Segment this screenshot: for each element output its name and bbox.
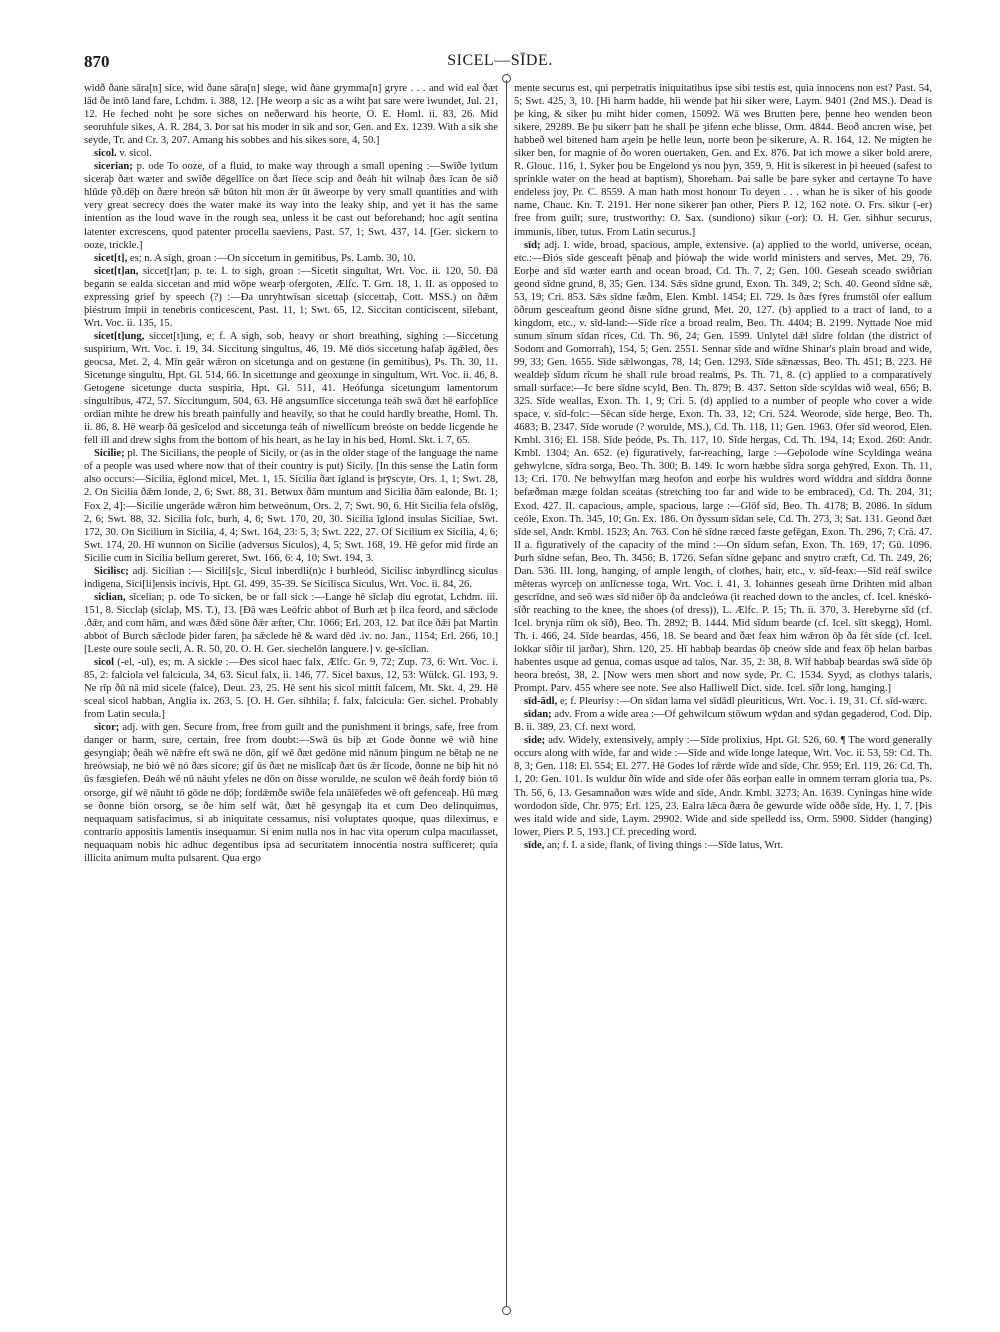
entry-text: (-el, -ul), es; m. A sickle :—Ðes sicol haec falx, Ælfc. Gr. 9, 72; Zup. 73, 6: Wrt. Voc. i. 85, 2: falciola vel falcicula, 34, 63. Sicul falx, ii. 146, 77. Sicel baxus, 12, 53: Wülck. Gl. 193, 9. Ne rīp ðū nā mid sicele (falce), Deut. 23, 25. Hē sent his sicol mittit falcem, Mt. Skt. 4, 29. Hē sceal sicol habban, Anglia ix. 263, 5. [O. H. Ger. sihhila; f. falx, falcicula: Ger. sichel. Probably from Latin secula.] xyxy=(84,657,498,721)
dictionary-entry xyxy=(514,82,932,239)
dictionary-entry xyxy=(514,695,932,708)
entry-headword: siclian, xyxy=(94,591,126,603)
entry-text: e; f. Pleurisy :—On sīdan lama vel sīdādl pleuriticus, Wrt. Voc. i. 19, 31. Cf. sīd-wærc. xyxy=(559,696,928,708)
dictionary-entry xyxy=(84,656,498,721)
dictionary-entry xyxy=(84,721,498,865)
entry-headword: sicet[t], xyxy=(94,252,128,264)
entry-text: p. ode To ooze, of a fluid, to make way through a small opening :—Swīðe lytlum siceraþ ðæt wæter and swīðe dēgellīce on ðæt līece scip and ðeáh hit wilnaþ ðæs īcan ðe sið hlūde ȳð.dēþ on ðære hreón sǣ būton hit mon ǣr ūt āweorpe by very small quantities and with very great secrecy does the water make its way into the leaky ship, and yet it has the same intention as the loud wave in the rough sea, unless it be cast out beforehand; hoc agit sentina latenter excrescens, quod patenter procella saeviens, Past. 57, 1; Swt. 437, 14. [Ger. sickern to ooze, trickle.] xyxy=(84,161,498,251)
page-header xyxy=(84,52,916,76)
entry-headword: Sicilie; xyxy=(94,448,125,460)
dictionary-entry xyxy=(84,252,498,265)
entry-text: adj. with gen. Secure from, free from guilt and the punishment it brings, safe, free from danger or harm, sure, certain, free from doubt:—Swā ūs biþ æt Gode ðonne wē wið hine gesyngiaþ; ðeáh wē nǣfre eft swā ne dōn, gif wē ðæt gedōne mid nānum þingum ne bētaþ ne ne hreówsiaþ, ne bió wē nó ðæs sicore; gif ūs ðæt ne mislīcaþ ðæt ūs ǣr līcode, ðonne ne biþ hit nó ūs fæsgiefen. Ðeáh wē nū nāuht yfeles ne dōn on ðisse worulde, ne sculon wē ðeáh fordȳ bión tō orsorge, gif wē nāuht tō gōde ne dōþ; fordǣmðe swīðe fela unālēfedes wē oft gefenceaþ. Hū mæg se ðonne bión orsorg, se ðe him self wāt, ðæt hē gesyngaþ ita et cum Deo delinquimus, nequaquam satisfacimus, si ab iniquitate cessamus, nisi voluptates quoque, quas dileximus, e contrario appositis lamentis insequamur. Si enim nulla nos in hac vita operum culpa maculasset, nequaquam nobis hic adhuc degentibus ipsa ad securitatem innocentia nostra sufficeret; quia illicita animum multa pulsarent. Qua ergo xyxy=(84,722,498,864)
entry-headword: sicor; xyxy=(94,722,120,734)
entry-headword: sicerian; xyxy=(94,161,133,173)
dictionary-entry xyxy=(514,708,932,734)
entry-headword: sicol. xyxy=(94,148,117,160)
page-number: 870 xyxy=(84,52,110,71)
entry-text: adj. Sicilian :— Sicili[s]c, Sicul inberdli(n)c ł burhleód, Sicilisc inbyrdlincg siculus indigena, Sici[li]ensis incivis, Hpt. Gl. 499, 35-39. Se Sicilisca Siculus, Wrt. Voc. ii. 84, 26. xyxy=(84,565,498,590)
entry-headword: sīd-ādl, xyxy=(524,696,558,708)
dictionary-entry xyxy=(84,265,498,330)
dictionary-entry xyxy=(84,591,498,656)
right-column xyxy=(514,82,932,1314)
dictionary-entry xyxy=(84,82,498,147)
dictionary-entry xyxy=(84,330,498,447)
dictionary-entry xyxy=(514,734,932,838)
dictionary-entry xyxy=(514,239,932,696)
entry-text: siccet[t]an; p. te. I. to sigh, groan :—Sicetit singultat, Wrt. Voc. ii. 120, 50. Ðā begann se ealda siccetan and mid wōpe wearþ ofergoten, Ælfc. T. Grn. 18, 1. II. as opposed to expressing grief by speech (?) :—Ða unryhtwīsan sicettaþ (siccettaþ, Cott. MSS.) on ðǣm þiéstrum impii in tenebris conticescent, Past. 11, 1; Swt. 65, 12. Siccitan conticiscent, silebant, Wrt. Voc. ii. 135, 15. xyxy=(84,265,498,329)
entry-text: adv. Widely, extensively, amply :—Sīde prolixius, Hpt. Gl. 526, 60. ¶ The word generally occurs along with wīde, far and wide :—Sīde and wīde longe lateque, Wrt. Voc. ii. 53, 59: Cd. Th. 8, 3; Gen. 118: El. 554; El. 277. Hē Godes lof rǣrde wīde and sīde, Chr. 959; Erl. 119, 26: Cd. Th. 1, 20: Gen. 101. Is wuldur ðīn wīde and sīde ofer ðās eorþan ealle in omnem terram gloria tua, Ps. Th. 56, 6, 13. Gesamnaðon wæs wīde and sīde, Andr. Kmbl. 3273; An. 1639. Cyningas hine wīde wordodon sīde, Chr. 975; Erl. 125, 23. Ealra lǣca ðæra ðe gewurde wīde oððe sīde, Hy. 1, 7. [Þis wes itald wide and side, Laym. 29902. Wide and side spelledd iss, Orm. 5900. Sidder (hanging) lower, Piers P. 5, 193.] Cf. preceding word. xyxy=(514,735,932,838)
dictionary-entry xyxy=(84,147,498,160)
entry-text: an; f. I. a side, flank, of living things :—Sīde latus, Wrt. xyxy=(546,839,784,851)
entry-headword: sīd; xyxy=(524,239,541,251)
dictionary-entry xyxy=(84,160,498,251)
entry-headword: sīde; xyxy=(524,735,546,747)
entry-text: v. sicol. xyxy=(119,148,152,160)
entry-headword: sīde, xyxy=(524,839,545,851)
entry-headword: Sicilisc; xyxy=(94,565,129,577)
entry-text: siccet[t]ung, e; f. A sigh, sob, heavy or short breathing, sighing :—Siccetung suspirium, Wrt. Voc. i. 19, 34. Siccitung singultus, 46, 19. Mē diós siccetung hafaþ āgǣled, ðes geocsa, Met. 2, 4. Mīn geār wǣron on sicetunga and on gestæne (in gemitibus), Ps. Th. 30, 11. Sicetunge singultu, Hpt. Gl. 514, 66. In sicettunge and geoxunge in singultum, Wrt. Voc. ii. 46, 8. Getogene sicetunge ducta suspiria, Hpt. Gl. 511, 41. Heófunga sicetungum lamentorum singultibus, 472, 57. Siccitungum, 504, 63. Hē angsumlīce siccetunga teáh swā ðæt hē earfoþlīce ordian mihte he drew his breath painfully and heavily, so that he could hardly breathe, Homl. Th. ii. 86, 8. Hē wearþ ðā gesīcelod and siccetunga teáh of niwellīcum breóste on bedde licgende he fell ill and drew sighs from the bottom of his heart, as he lay in his bed, Homl. Skt. i. 7, 65. xyxy=(84,330,498,447)
dictionary-entry xyxy=(84,447,498,564)
column-divider xyxy=(506,80,507,1312)
entry-headword: sicet[t]an, xyxy=(94,265,139,277)
entry-text: adv. From a wide area :—Of gehwilcum stōwum wȳdan and sȳdan gegaderod, Cod. Dip. B. ii. 389, 23. Cf. next word. xyxy=(514,709,932,734)
dictionary-entry xyxy=(514,839,932,852)
entry-text: pl. The Sicilians, the people of Sicily, or (as in the older stage of the language the name of a people was used where now that of their country is put) Sicily. [In this sense the Latin form also occurs:—Sicilia, ēglond micel, Met. 1, 15. Sicilia ðæt īgland is þrȳscyte, Ors. 1, 1; Swt. 28, 2. On Sicilia ðǣm londe, 2, 6; Swt. 88, 31. Betwux ðām muntum and Sicilia ðām ealonde, Bt. 1; Fox 2, 4]:—Sicilie ungerāde wǣron him betweónum, Ors. 2, 7; Swt. 90, 6. Hit Sicilia fela ofslōg, 2, 6; Swt. 88, 32. Sicilia folc, burh, 4, 6; Swt. 170, 20, 30. Sicilia īglond insulas Siciliae, Swt. 172, 30. On Sicilium in Sicilia, 4, 4; Swt. 164, 23: 5, 3; Swt. 222, 27. Of Sicilium ex Sicilia, 4, 6; Swt. 174, 20. Hī wunnon on Sicilie (adversus Siculos), 4, 5; Swt. 168, 19. Hē gefor mid firde an Sicilie cum in Sicilia bellum gereret, Swt. 166, 6: 4, 10; Swt. 194, 3. xyxy=(84,448,498,564)
entry-text: mente securus est, qui perpetratis iniquitatibus ipse sibi testis est, quia innocens non est? Past. 54, 5; Swt. 425, 3, 10. [Hi harm hadde, hii wende þat hii siker were, Laym. 9401 (2nd MS.). Dead is þe king, & siker þu miht hider comen, 15092. Wā wes Brutten þere, þenne heo wenden beon sikere, 29289. Be þu sikerr þatt he shall þe ȝifenn eche blisse, Orm. 4844. Beoð ancren wise, þet habbeð wel bitened ham aȝein þe helle leun, uorte beon þe sikerure, A. R. 164, 12. Ne migten he siker ben, for magnie of ðo woren ouertaken, Gen. and Ex. 876. Þat ich mowe a siker bold arere, R. Glouc. 116, 1. Syker þou be Engelond ys nou þyn, 359, 9. Hit is sikerest in þi heeued (safest to sprinkle water on the head at baptism), Shoreham. Þai salle be þare syker and certayne To have endeless joy, Pr. C. 8559. A man hath most honour To deyen . . . whan he is siker of his goode name, Chauc. Kn. T. 2191. Her none sikerer þan other, Piers P. 12, 162 note. O. Frs. sikur (-er) free from guilt; sure, trustworthy: O. Sax. (sundiono) sikur (-or): O. H. Ger. sihhur securus, immunis, liber, tutus. From Latin securus.] xyxy=(514,83,932,238)
entry-text: es; n. A sigh, groan :—On siccetum in gemitibus, Ps. Lamb. 30, 10. xyxy=(129,252,416,264)
running-head: SICEL—SĪDE. xyxy=(447,52,553,69)
entry-text: sīcelian; p. ode To sicken, be or fall sick :—Lange hē sīclaþ diu egrotat, Lchdm. iii. 151, 8. Sicclaþ (sīclaþ, MS. T.), 13. [Ðā wæs Leófric abbot of Burh æt þ ilca feord, and sǣclode .ðǣr, and com hām, and wæs ðǣd sōne ðǣr æfter, Chr. 1066; Erl. 203, 12. Þat ilce ðǣi þat Martin abbot of Burch sǣclode þider faren, þa sǣclede hē & ward dēd .iv. no. Jan., 1154; Erl. 266, 10.] [Leste oure soule secli, A. R. 50, 20. O. H. Ger. siechelōn languere.] v. ge-sīclian. xyxy=(84,591,498,656)
entry-text: widð ðane sāra[n] sice, wid ðane sāra[n] slege, wid ðane grymma[n] gryre . . . and wid eal ðæt lād ðe intō land fare, Lchdm. i. 388, 12. [He weorp a sic as a wiht þat sare were iwundet, Jul. 21, 12. He feched noht þe sore siches on neðerward his heorte, O. E. Homl. ii. 83, 26. Mid seoruhfule sikes, A. R. 284, 3. Þor sat his moder in sik and sor, Gen. and Ex. 1239. With a sik she seyde, Tr. and Cr. 3, 207. Amang his sobbes and his sikes sore, 4, 50.] xyxy=(84,83,498,147)
entry-headword: sicol xyxy=(94,657,115,669)
entry-headword: sicet[t]ung, xyxy=(94,330,145,342)
left-column xyxy=(84,82,498,1314)
entry-headword: sīdan; xyxy=(524,709,552,721)
divider-bottom-ornament xyxy=(502,1306,511,1315)
dictionary-entry xyxy=(84,565,498,591)
entry-text: adj. I. wide, broad, spacious, ample, extensive. (a) applied to the world, universe, ocean, etc.:—Ðiós sīde gesceaft þēnaþ and þiówaþ the wide world ministers and serves, Met. 29, 76. Eorþe and sīd wæter earth and ocean broad, Cd. Th. 7, 2; Gen. 100. Geseah sceado swiðrian geond sīdne grund, 8, 35; Gen. 134. Sǣs sīdne grund, Exon. Th. 349, 2; Sch. 40. Geond sīdne sǣ, 53, 19; Cri. 853. Sǣs sīdne fæðm, Elen. Kmbl. 1454; El. 729. Is ðæs fȳres frumstōl ofer eallum ōðrum gesceaftum geond ðisne sīdne grund, Met. 20, 127. (b) applied to a tract of land, to a kingdom, etc., v. sīd-land:—Sīde rīce a broad realm, Beo. Th. 4404; B. 2199. Nyttade Noe mid sunum sīnum sīdan rīces, Cd. Th. 96, 24; Gen. 1599. Unlytel dǣl sīdre foldan (the district of Sodom and Gomorrah), 154, 5; Gen. 2551. Sennar sīde and wīdne Shinar's plain broad and wide, 99, 33; Gen. 1655. Sīde sǣlwongas, 78, 14; Gen. 1293. Sīde sǣnæssas, Beo. Th. 451; B. 223. Hē wealdeþ sīdum rīcum he shall rule broad realms, Ps. Th. 71, 8. (c) applied to a comparatively small surface:—Ic bere sīdne scyld, Beo. Th. 879; B. 437. Setton sīde scyldas wið weal, 656; B. 325. Sīde weallas, Exon. Th. 1, 9; Cri. 5. (d) applied to a number of people who cover a wide space, v. sīd-folc:—Sēcan sīde herge, Exon. Th. 33, 12; Cri. 524. Weorode, sīde herge, Beo. Th. 4683; B. 2347. Sīde worude (? worulde, MS.), Cd. Th. 118, 11; Gen. 1963. Ofer sīd weorod, Elen. Kmbl. 316; El. 158. Sīde þeóde, Ps. Th. 117, 10. Sīde hergas, Cd. Th. 194, 14; Exod. 260: Andr. Kmbl. 1304; An. 652. (e) figuratively, far-reaching, large :—Geþolode wine Scyldinga weána gehwylcne, sīdra sorga, Beo. Th. 300; B. 149. Ic worn hæbbe sīdra sorga gehȳred, Exon. Th. 11, 13; Cri. 170. Ne behwylfan mæg heofon and eorþe his wuldres word wīddra and sīddra ðonne befæðman mæge foldan sceátas (stretching too far and wide to be embraced), Cd. Th. 204, 31; Exod. 427. II. capacious, ample, spacious, large :—Glōf sīd, Beo. Th. 4178; B. 2086. In sīdum ceóle, Exon. Th. 345, 10; Gn. Ex. 186. On ðyssum sīdan sele, Cd. Th. 273, 3; Sat. 131. Geond ðæt sīde sel, Andr. Kmbl. 1523; An. 763. Con hē sīdne ræced fæste gefēgan, Exon. Th. 296, 7; Crä. 47. II a. figuratively of the capacity of the mind :—On sīdum sefan, Exon. Th. 169, 17; Gū. 1096. Þurh sīdne sefan, Beo. Th. 3456; B. 1726. Sefan sīdne geþanc and snytro cræft, Cd. Th. 249, 26; Dan. 536. III. long, hanging, of ample length, of clothes, hair, etc., v. sīd-feax:—Sīd reáf swilce mēteras wyrceþ on anlīcnesse toga, Wrt. Voc. i. 41, 3. Iohannes geseah ūrne Drihten mid alban gescrīdne, and seō wæs sīd niðer ōþ ða andcleówa (it reached down to the ancles, cf. Icel. knéskó-sīðr reaching to the knee, the shoes (of dress)), L. Ælfc. P. 15; Th. ii. 370, 3. Herebyrne sīd (cf. Icel. brynja rūm ok sīð), Beo. Th. 2892; B. 1444. Mid sīdum bearde (cf. Icel. sītt skegg), Homl. Th. i. 466, 24. Sīde beardas, 456, 18. Se beard and ðæt feax him wǣron ōþ ða fēt sīde (cf. Icel. lokkar sīðir til jarðar), Shrn. 120, 25. Hī habbaþ beardas ōþ cneów sīde and feax ōþ helan barbas habentes usque ad genua, comas usque ad talos, Nar. 35, 2: 38, 8. Wīf habbaþ beardas swā sīde ōþ heora breóst, 38, 2. [Now wers men short and now syde, Pr. C. 1534. Syyd, as clothys talaris, Prompt. Parv. 455 where see note. See also Halliwell Dict. side. Icel. sīðr long, hanging.] xyxy=(514,239,932,695)
